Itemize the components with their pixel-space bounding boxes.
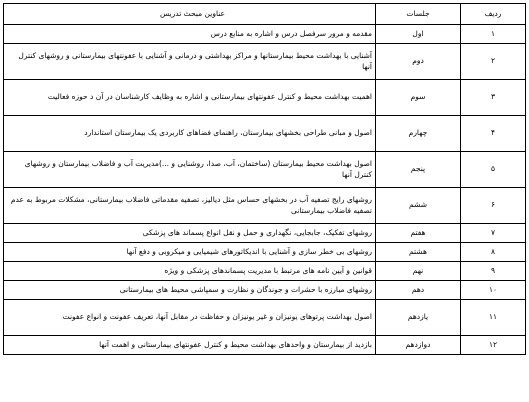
session-name: دهم: [376, 281, 461, 300]
session-name: اول: [376, 25, 461, 44]
session-name: هفتم: [376, 224, 461, 243]
row-number: ۱: [461, 25, 526, 44]
session-name: دوم: [376, 44, 461, 80]
table-row: [4, 281, 526, 300]
row-number: ۱۲: [461, 336, 526, 355]
table-row: [4, 300, 526, 336]
table-header-row: [4, 4, 526, 25]
row-number: ۹: [461, 262, 526, 281]
table-row: [4, 44, 526, 80]
row-number: ۵: [461, 152, 526, 188]
session-name: دوازدهم: [376, 336, 461, 355]
header-row-number: ردیف: [461, 4, 526, 25]
topic-text: اصول بهداشت پرتوهای یونیزان و غیر یونیزان و حفاظت در مقابل آنها، تعریف عفونت و انواع عفونت: [4, 300, 376, 336]
table-row: [4, 116, 526, 152]
session-name: یازدهم: [376, 300, 461, 336]
row-number: ۴: [461, 116, 526, 152]
topic-text: روشهای بی خطر سازی و آشنایی با اندیکاتورهای شیمیایی و میکروبی و دفع آنها: [4, 243, 376, 262]
table-row: [4, 80, 526, 116]
table-row: [4, 25, 526, 44]
session-name: چهارم: [376, 116, 461, 152]
table-row: [4, 152, 526, 188]
topic-text: روشهای رایج تصفیه‌ آب در بخشهای حساس مثل دیالیز، تصفیه مقدماتی فاضلاب بیمارستانی، مشکلات مربوط به عدم تصفیه فاضلاب بیمارستانی: [4, 188, 376, 224]
topic-text: روشهای تفکیک، جابجایی، نگهداری و حمل و نقل انواع پسماند های پزشکی: [4, 224, 376, 243]
topic-text: قوانین و آیین نامه های مرتبط با مدیریت پسماندهای پزشکی و ویژه: [4, 262, 376, 281]
topic-text: بازدید از بیمارستان و واحدهای بهداشت محیط و کنترل عفونتهای بیمارستانی و اهمت آنها: [4, 336, 376, 355]
table-row: [4, 336, 526, 355]
session-name: نهم: [376, 262, 461, 281]
course-schedule: [3, 3, 525, 355]
row-number: ۳: [461, 80, 526, 116]
topic-text: اصول بهداشت محیط بیمارستان (ساختمان، آب، صدا، روشنایی و ...)مدیریت آب و فاضلاب بیمارستان و روشهای کنترل آنها: [4, 152, 376, 188]
table-row: [4, 262, 526, 281]
topic-text: روشهای مبارزه با حشرات و جوندگان و نظارت و سمپاشی محیط های بیمارستانی: [4, 281, 376, 300]
topic-text: مقدمه و مرور سرفصل درس و اشاره به منابع درس: [4, 25, 376, 44]
row-number: ۸: [461, 243, 526, 262]
session-name: ششم: [376, 188, 461, 224]
course-schedule-table: [3, 3, 526, 355]
header-session: جلسات: [376, 4, 461, 25]
table-row: [4, 188, 526, 224]
row-number: ۲: [461, 44, 526, 80]
session-name: هشتم: [376, 243, 461, 262]
topic-text: اهمیت بهداشت محیط و کنترل عفونتهای بیمارستانی و اشاره به وظایف کارشناسان در آن د حوزه فعالیت: [4, 80, 376, 116]
table-row: [4, 224, 526, 243]
session-name: سوم: [376, 80, 461, 116]
topic-text: اصول و مبانی طراحی بخشهای بیمارستان، راهنمای فضاهای کاربردی یک بیمارستان استاندارد: [4, 116, 376, 152]
topic-text: آشنایی با بهداشت محیط بیمارستانها و مراکز بهداشتی و درمانی و آشنایی با عفونتهای بیمارستانی و روشهای کنترل آنها: [4, 44, 376, 80]
session-name: پنجم: [376, 152, 461, 188]
table-row: [4, 243, 526, 262]
row-number: ۶: [461, 188, 526, 224]
row-number: ۷: [461, 224, 526, 243]
row-number: ۱۰: [461, 281, 526, 300]
row-number: ۱۱: [461, 300, 526, 336]
header-topic: عناوین مبحث تدریس: [4, 4, 376, 25]
